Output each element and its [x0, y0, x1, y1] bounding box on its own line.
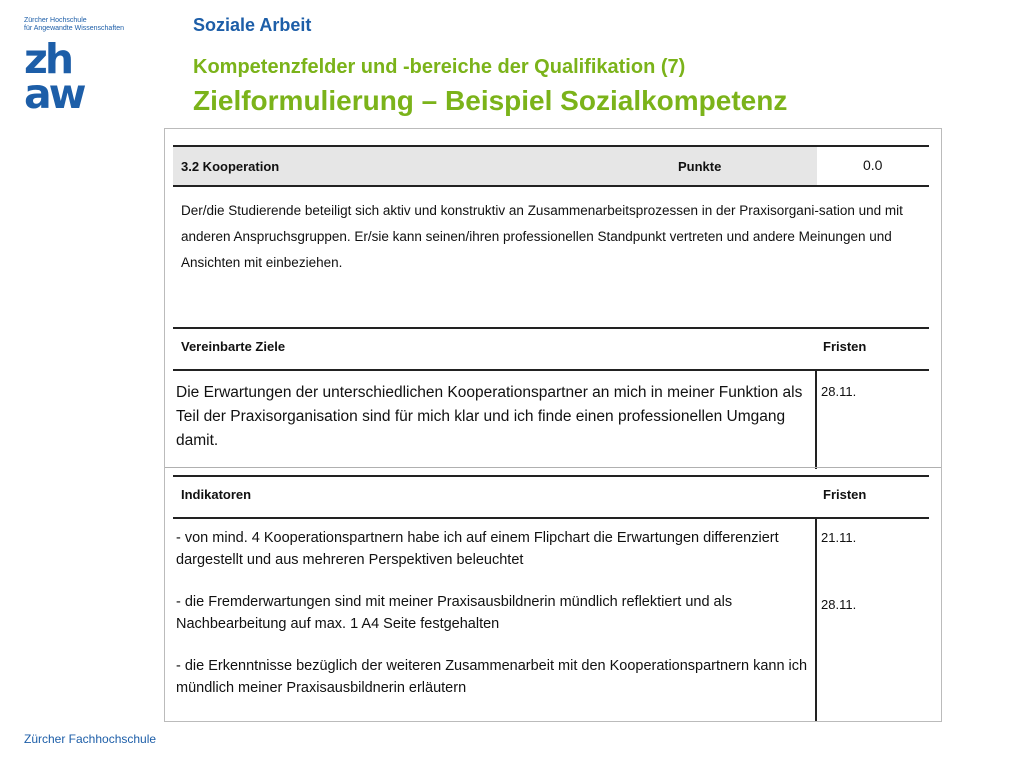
column-divider — [815, 369, 817, 469]
indicator-deadline: 28.11. — [821, 597, 857, 612]
goal-deadline: 28.11. — [821, 384, 857, 399]
logo-line1: zh — [24, 35, 72, 83]
points-value: 0.0 — [863, 157, 883, 173]
points-label: Punkte — [678, 159, 722, 174]
competence-description: Der/die Studierende beteiligt sich aktiv und konstruktiv an Zusammenarbeitsprozessen in der Praxisorgani-sation und mit anderen Anspruchsgruppen. Er/sie kann seinen/ihren professionellen Standpunkt vertreten und andere Meinungen und Ansichten mit einbeziehen. — [181, 203, 903, 270]
logo-institution-text — [24, 17, 124, 33]
indicator-item: - die Erkenntnisse bezüglich der weiteren Zusammenarbeit mit den Kooperationspartnern kann ich mündlich meiner Praxisausbildnerin erläutern — [176, 658, 808, 696]
zhaw-logo — [24, 35, 98, 118]
logo-small-line1: Zürcher Hochschule — [24, 17, 87, 24]
indicator-deadline: 21.11. — [821, 530, 857, 545]
page-break-line — [165, 467, 941, 468]
department-label: Soziale Arbeit — [193, 15, 312, 35]
logo-line2: aw — [24, 70, 84, 118]
slide-subtitle: Kompetenzfelder und -bereiche der Qualifikation (7) — [193, 56, 686, 78]
goal-text: Die Erwartungen der unterschiedlichen Kooperationspartner an mich in meiner Funktion als Teil der Praxisorganisation sind für mich klar und ich finde einen professionellen Umgang damit. — [176, 384, 803, 449]
table-rule — [173, 327, 929, 329]
table-rule — [173, 475, 929, 477]
column-divider — [815, 517, 817, 721]
table-rule — [173, 185, 929, 187]
logo-small-line2: für Angewandte Wissenschaften — [24, 25, 125, 32]
goals-header: Vereinbarte Ziele — [181, 339, 286, 354]
indicators-deadline-header: Fristen — [823, 487, 867, 502]
indicator-item: - von mind. 4 Kooperationspartnern habe ich auf einem Flipchart die Erwartungen differenziert dargestellt und aus mehreren Perspektiven beleuchtet — [176, 530, 779, 568]
indicator-item: - die Fremderwartungen sind mit meiner Praxisausbildnerin mündlich reflektiert und als Nachbearbeitung auf max. 1 A4 Seite festgehalten — [176, 594, 733, 632]
goals-deadline-header: Fristen — [823, 339, 867, 354]
indicators-header: Indikatoren — [181, 487, 252, 502]
section-label: 3.2 Kooperation — [181, 159, 280, 174]
document-form — [164, 128, 942, 722]
footer-text: Zürcher Fachhochschule — [24, 732, 157, 746]
slide-title: Zielformulierung – Beispiel Sozialkompetenz — [193, 85, 788, 116]
